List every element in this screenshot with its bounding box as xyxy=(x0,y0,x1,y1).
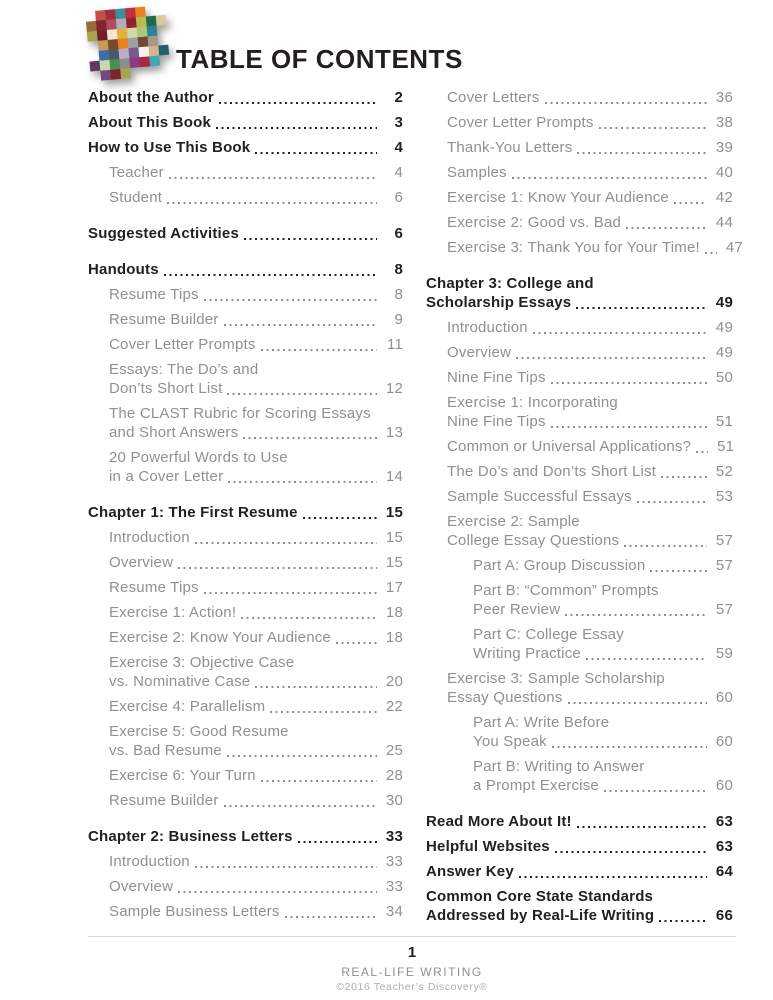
toc-entry-row xyxy=(109,163,403,182)
dot-leader xyxy=(516,357,707,359)
page-footer xyxy=(88,936,736,993)
dot-leader xyxy=(576,307,707,309)
toc-entry-page-number: 51 xyxy=(717,438,735,455)
toc-entry-label-line: Exercise 5: Good Resume xyxy=(109,723,289,740)
dot-leader xyxy=(512,177,707,179)
toc-entry-row xyxy=(447,688,733,707)
footer-book-title: REAL-LIFE WRITING xyxy=(341,965,483,979)
toc-entry xyxy=(88,188,403,207)
toc-entry-page-number: 50 xyxy=(715,369,733,386)
dot-leader xyxy=(604,790,707,792)
toc-entry-label: in a Cover Letter xyxy=(109,468,224,485)
toc-entry xyxy=(426,113,733,132)
toc-entry-row xyxy=(88,138,403,157)
toc-entry xyxy=(426,837,733,856)
toc-entry-page-number: 49 xyxy=(715,319,733,336)
dot-leader xyxy=(659,920,707,922)
toc-entry-page-number: 33 xyxy=(385,853,403,870)
toc-entry-row xyxy=(447,318,733,337)
toc-entry-row xyxy=(447,238,743,257)
toc-entry xyxy=(88,578,403,597)
toc-entry-label: Addressed by Real-Life Writing xyxy=(426,907,655,924)
dot-leader xyxy=(255,152,377,154)
toc-entry-label: Peer Review xyxy=(473,601,561,618)
dot-leader xyxy=(533,332,707,334)
toc-entry-row xyxy=(426,906,733,925)
dot-leader xyxy=(599,127,707,129)
toc-entry-row xyxy=(109,766,403,785)
toc-entry-label: Exercise 2: Know Your Audience xyxy=(109,629,331,646)
toc-entry xyxy=(88,902,403,921)
toc-entry-label: You Speak xyxy=(473,733,547,750)
toc-entry-row xyxy=(447,188,733,207)
dot-leader xyxy=(624,545,707,547)
dot-leader xyxy=(285,916,377,918)
toc-entry-row xyxy=(109,379,403,398)
toc-entry-label: Samples xyxy=(447,164,507,181)
toc-entry-row xyxy=(426,862,733,881)
toc-entry-row xyxy=(447,213,733,232)
dot-leader xyxy=(545,102,707,104)
dot-leader xyxy=(216,127,377,129)
toc-entry xyxy=(88,697,403,716)
toc-entry-label: vs. Bad Resume xyxy=(109,742,222,759)
toc-entry xyxy=(88,791,403,810)
toc-entry xyxy=(88,628,403,647)
toc-entry xyxy=(88,603,403,622)
toc-entry-row xyxy=(447,138,733,157)
dot-leader xyxy=(224,805,377,807)
toc-entry-label: Overview xyxy=(447,344,512,361)
toc-entry-page-number: 33 xyxy=(385,878,403,895)
toc-entry-label: Suggested Activities xyxy=(88,225,239,242)
toc-entry-label: Handouts xyxy=(88,261,159,278)
toc-entry-page-number: 4 xyxy=(394,164,403,181)
toc-entry-row xyxy=(447,531,733,550)
dot-leader xyxy=(298,841,377,843)
toc-entry-row xyxy=(426,293,733,312)
toc-entry-label: Introduction xyxy=(109,853,190,870)
toc-entry xyxy=(88,163,403,182)
toc-entry xyxy=(426,862,733,881)
toc-entry xyxy=(88,852,403,871)
mosaic-logo xyxy=(88,8,172,84)
dot-leader xyxy=(650,570,707,572)
toc-entry-row xyxy=(109,423,403,442)
toc-entry xyxy=(88,310,403,329)
toc-entry-row xyxy=(447,343,733,362)
toc-entry-row xyxy=(109,310,403,329)
toc-entry xyxy=(88,260,403,279)
toc-entry-row xyxy=(447,88,733,107)
dot-leader xyxy=(303,517,377,519)
toc-entry-page-number: 59 xyxy=(715,645,733,662)
toc-entry xyxy=(426,812,733,831)
toc-entry-label: Exercise 2: Good vs. Bad xyxy=(447,214,622,231)
dot-leader xyxy=(241,617,377,619)
dot-leader xyxy=(178,567,377,569)
toc-entry xyxy=(88,553,403,572)
toc-entry-row xyxy=(109,335,403,354)
toc-entry-label: Exercise 6: Your Turn xyxy=(109,767,256,784)
toc-entry-row xyxy=(109,902,403,921)
toc-entry-page-number: 18 xyxy=(385,629,403,646)
toc-entry-label: Thank-You Letters xyxy=(447,139,573,156)
toc-entry-row xyxy=(447,487,733,506)
toc-entry-row xyxy=(109,628,403,647)
toc-entry-label: Exercise 4: Parallelism xyxy=(109,698,266,715)
toc-entry-page-number: 57 xyxy=(715,532,733,549)
toc-entry-row xyxy=(447,368,733,387)
toc-entry-label: Introduction xyxy=(447,319,528,336)
dot-leader xyxy=(577,826,707,828)
toc-entry-label-line: Exercise 2: Sample xyxy=(447,513,580,530)
toc-entry-page-number: 20 xyxy=(385,673,403,690)
dot-leader xyxy=(674,202,707,204)
toc-entry xyxy=(426,188,733,207)
toc-entry-page-number: 6 xyxy=(394,189,403,206)
footer-copyright: ©2016 Teacher’s Discovery® xyxy=(336,981,488,993)
toc-entry-page-number: 40 xyxy=(715,164,733,181)
toc-entry xyxy=(88,138,403,157)
toc-entry-row xyxy=(109,285,403,304)
dot-leader xyxy=(167,202,377,204)
toc-entry xyxy=(426,238,743,257)
toc-entry-page-number: 60 xyxy=(715,777,733,794)
toc-entry-label: Nine Fine Tips xyxy=(447,413,546,430)
dot-leader xyxy=(270,711,377,713)
toc-entry-label: Helpful Websites xyxy=(426,838,550,855)
toc-entry-label: Teacher xyxy=(109,164,164,181)
toc-entry-row xyxy=(447,462,733,481)
toc-entry-label: Common or Universal Applications? xyxy=(447,438,692,455)
toc-entry-label: About This Book xyxy=(88,114,211,131)
toc-entry xyxy=(88,827,403,846)
footer-page-number: 1 xyxy=(407,944,417,961)
toc-entry-page-number: 33 xyxy=(385,828,403,845)
toc-entry-row xyxy=(109,697,403,716)
dot-leader xyxy=(228,481,377,483)
toc-entry-page-number: 52 xyxy=(715,463,733,480)
toc-entry xyxy=(426,581,733,619)
dot-leader xyxy=(519,876,707,878)
dot-leader xyxy=(204,299,377,301)
toc-entry xyxy=(88,285,403,304)
toc-entry xyxy=(426,318,733,337)
toc-entry-label: Part A: Group Discussion xyxy=(473,557,646,574)
toc-entry-page-number: 38 xyxy=(715,114,733,131)
toc-entry xyxy=(426,487,733,506)
toc-entry-label: College Essay Questions xyxy=(447,532,620,549)
toc-entry-row xyxy=(88,827,403,846)
toc-entry-label: Overview xyxy=(109,878,174,895)
toc-entry-page-number: 13 xyxy=(385,424,403,441)
mosaic-logo-grid xyxy=(85,4,175,81)
toc-entry-label: Resume Builder xyxy=(109,792,219,809)
toc-entry-row xyxy=(447,163,733,182)
dot-leader xyxy=(577,152,707,154)
toc-entry-page-number: 17 xyxy=(385,579,403,596)
toc-entry-page-number: 34 xyxy=(385,903,403,920)
toc-entry-page-number: 44 xyxy=(715,214,733,231)
toc-entry xyxy=(426,669,733,707)
toc-entry-page-number: 9 xyxy=(394,311,403,328)
dot-leader xyxy=(195,542,377,544)
toc-entry-page-number: 51 xyxy=(715,413,733,430)
toc-entry-page-number: 15 xyxy=(385,554,403,571)
toc-entry xyxy=(426,437,733,456)
dot-leader xyxy=(551,426,707,428)
toc-entry-label: vs. Nominative Case xyxy=(109,673,251,690)
toc-entry-label: Exercise 3: Thank You for Your Time! xyxy=(447,239,700,256)
dot-leader xyxy=(243,437,377,439)
toc-entry-page-number: 49 xyxy=(715,344,733,361)
toc-entry-label: a Prompt Exercise xyxy=(473,777,599,794)
toc-entry-page-number: 11 xyxy=(387,336,403,353)
toc-entry xyxy=(88,360,403,398)
toc-entry-page-number: 22 xyxy=(385,698,403,715)
toc-entry-page-number: 64 xyxy=(715,863,733,880)
toc-entry xyxy=(426,625,733,663)
page-title: TABLE OF CONTENTS xyxy=(176,44,463,74)
toc-entry-label-line: Exercise 3: Sample Scholarship xyxy=(447,670,665,687)
dot-leader xyxy=(227,755,377,757)
toc-entry-row xyxy=(447,412,733,431)
toc-entry xyxy=(426,274,733,312)
toc-entry-label-line: Part B: “Common” Prompts xyxy=(473,582,659,599)
toc-entry-label: Sample Business Letters xyxy=(109,903,280,920)
dot-leader xyxy=(586,658,707,660)
toc-entry-page-number: 66 xyxy=(715,907,733,924)
toc-entry-page-number: 47 xyxy=(725,239,743,256)
toc-entry-row xyxy=(109,578,403,597)
toc-entry-page-number: 15 xyxy=(385,529,403,546)
dot-leader xyxy=(178,891,377,893)
toc-entry-label: Resume Tips xyxy=(109,286,199,303)
toc-entry-label-line: Part C: College Essay xyxy=(473,626,624,643)
dot-leader xyxy=(195,866,377,868)
toc-entry-page-number: 12 xyxy=(385,380,403,397)
toc-entry-page-number: 57 xyxy=(715,601,733,618)
toc-entry-row xyxy=(88,224,403,243)
toc-entry xyxy=(88,722,403,760)
toc-entry-label-line: 20 Powerful Words to Use xyxy=(109,449,288,466)
toc-entry xyxy=(426,556,733,575)
toc-entry-row xyxy=(109,672,403,691)
toc-entry xyxy=(88,528,403,547)
toc-entry-label: Student xyxy=(109,189,163,206)
toc-entry-label: Scholarship Essays xyxy=(426,294,572,311)
toc-entry-label: Read More About It! xyxy=(426,813,572,830)
toc-entry-row xyxy=(109,852,403,871)
dot-leader xyxy=(169,177,377,179)
toc-entry-page-number: 15 xyxy=(385,504,403,521)
toc-entry-page-number: 14 xyxy=(385,468,403,485)
toc-entry-label: Answer Key xyxy=(426,863,514,880)
toc-entry-page-number: 57 xyxy=(715,557,733,574)
toc-entry-label-line: Part B: Writing to Answer xyxy=(473,758,645,775)
toc-entry-row xyxy=(426,837,733,856)
dot-leader xyxy=(568,702,707,704)
toc-entry-label-line: Essays: The Do’s and xyxy=(109,361,259,378)
dot-leader xyxy=(696,451,708,453)
toc-entry-label: About the Author xyxy=(88,89,214,106)
toc-entry-row xyxy=(473,776,733,795)
dot-leader xyxy=(219,102,377,104)
toc-entry-label: Cover Letter Prompts xyxy=(109,336,256,353)
toc-entry-row xyxy=(88,260,403,279)
toc-column-left xyxy=(88,88,403,925)
toc-entry xyxy=(426,713,733,751)
toc-entry xyxy=(426,462,733,481)
toc-entry-row xyxy=(109,528,403,547)
dot-leader xyxy=(261,349,377,351)
toc-entry-label: Introduction xyxy=(109,529,190,546)
toc-entry-label-line: Exercise 3: Objective Case xyxy=(109,654,295,671)
toc-entry-row xyxy=(109,553,403,572)
toc-entry xyxy=(88,88,403,107)
toc-entry-label: Writing Practice xyxy=(473,645,581,662)
toc-entry xyxy=(426,88,733,107)
toc-entry-page-number: 28 xyxy=(385,767,403,784)
toc-entry-label: Exercise 1: Action! xyxy=(109,604,237,621)
toc-entry xyxy=(426,512,733,550)
toc-columns xyxy=(88,88,743,925)
toc-entry-row xyxy=(88,113,403,132)
toc-entry xyxy=(426,887,733,925)
toc-entry-row xyxy=(473,732,733,751)
toc-entry-label-line: Chapter 3: College and xyxy=(426,275,594,292)
toc-entry xyxy=(88,448,403,486)
toc-entry-page-number: 2 xyxy=(394,89,403,106)
dot-leader xyxy=(705,252,717,254)
toc-entry-page-number: 6 xyxy=(394,225,403,242)
toc-column-right xyxy=(426,88,743,925)
toc-entry-page-number: 49 xyxy=(715,294,733,311)
toc-entry xyxy=(88,877,403,896)
toc-entry-label: Resume Tips xyxy=(109,579,199,596)
toc-entry-page-number: 4 xyxy=(394,139,403,156)
toc-entry-label: Don’ts Short List xyxy=(109,380,223,397)
toc-entry-page-number: 42 xyxy=(715,189,733,206)
toc-entry-label: Chapter 1: The First Resume xyxy=(88,504,298,521)
toc-entry xyxy=(426,393,733,431)
dot-leader xyxy=(204,592,377,594)
dot-leader xyxy=(224,324,377,326)
toc-entry-page-number: 53 xyxy=(715,488,733,505)
toc-entry-page-number: 63 xyxy=(715,813,733,830)
dot-leader xyxy=(227,393,377,395)
toc-entry-row xyxy=(447,437,733,456)
toc-entry-page-number: 25 xyxy=(385,742,403,759)
toc-entry-row xyxy=(473,556,733,575)
dot-leader xyxy=(551,382,707,384)
toc-entry-label: and Short Answers xyxy=(109,424,239,441)
toc-entry-page-number: 60 xyxy=(715,689,733,706)
mosaic-tile xyxy=(160,65,171,76)
toc-entry xyxy=(426,138,733,157)
toc-entry-page-number: 63 xyxy=(715,838,733,855)
toc-entry-row xyxy=(109,188,403,207)
toc-entry-label: Exercise 1: Know Your Audience xyxy=(447,189,669,206)
toc-entry-page-number: 39 xyxy=(715,139,733,156)
toc-entry-label: Sample Successful Essays xyxy=(447,488,632,505)
dot-leader xyxy=(336,642,377,644)
dot-leader xyxy=(244,238,377,240)
toc-entry-label-line: Exercise 1: Incorporating xyxy=(447,394,618,411)
toc-entry-row xyxy=(88,503,403,522)
toc-entry-page-number: 8 xyxy=(394,286,403,303)
dot-leader xyxy=(661,476,707,478)
dot-leader xyxy=(164,274,377,276)
toc-entry xyxy=(88,113,403,132)
dot-leader xyxy=(637,501,707,503)
dot-leader xyxy=(626,227,707,229)
toc-entry xyxy=(426,163,733,182)
toc-entry xyxy=(426,368,733,387)
dot-leader xyxy=(255,686,377,688)
toc-entry xyxy=(426,343,733,362)
toc-entry-label: Nine Fine Tips xyxy=(447,369,546,386)
toc-entry-row xyxy=(109,791,403,810)
toc-entry xyxy=(88,335,403,354)
toc-entry-row xyxy=(447,113,733,132)
toc-entry xyxy=(426,213,733,232)
toc-entry-label-line: Part A: Write Before xyxy=(473,714,610,731)
toc-entry-label: How to Use This Book xyxy=(88,139,251,156)
dot-leader xyxy=(565,614,707,616)
toc-entry-label: Overview xyxy=(109,554,174,571)
toc-entry-page-number: 3 xyxy=(394,114,403,131)
toc-entry xyxy=(88,404,403,442)
toc-entry-label: Cover Letter Prompts xyxy=(447,114,594,131)
toc-entry xyxy=(88,224,403,243)
dot-leader xyxy=(261,780,377,782)
toc-entry-row xyxy=(109,603,403,622)
toc-entry xyxy=(88,653,403,691)
toc-entry-label: Resume Builder xyxy=(109,311,219,328)
toc-entry-label-line: The CLAST Rubric for Scoring Essays xyxy=(109,405,371,422)
toc-entry xyxy=(88,766,403,785)
toc-entry-label: The Do’s and Don’ts Short List xyxy=(447,463,657,480)
toc-entry-row xyxy=(109,467,403,486)
toc-entry-page-number: 30 xyxy=(385,792,403,809)
toc-entry-page-number: 18 xyxy=(385,604,403,621)
toc-entry-row xyxy=(109,877,403,896)
toc-entry-label: Chapter 2: Business Letters xyxy=(88,828,293,845)
toc-entry-page-number: 60 xyxy=(715,733,733,750)
toc-entry-label-line: Common Core State Standards xyxy=(426,888,654,905)
toc-entry xyxy=(88,503,403,522)
toc-entry-row xyxy=(426,812,733,831)
dot-leader xyxy=(555,851,707,853)
toc-entry-row xyxy=(473,644,733,663)
toc-entry-label: Essay Questions xyxy=(447,689,563,706)
toc-entry-row xyxy=(88,88,403,107)
dot-leader xyxy=(552,746,707,748)
toc-entry-label: Cover Letters xyxy=(447,89,540,106)
toc-entry-row xyxy=(473,600,733,619)
toc-entry xyxy=(426,757,733,795)
toc-entry-page-number: 8 xyxy=(394,261,403,278)
toc-entry-row xyxy=(109,741,403,760)
toc-entry-page-number: 36 xyxy=(715,89,733,106)
